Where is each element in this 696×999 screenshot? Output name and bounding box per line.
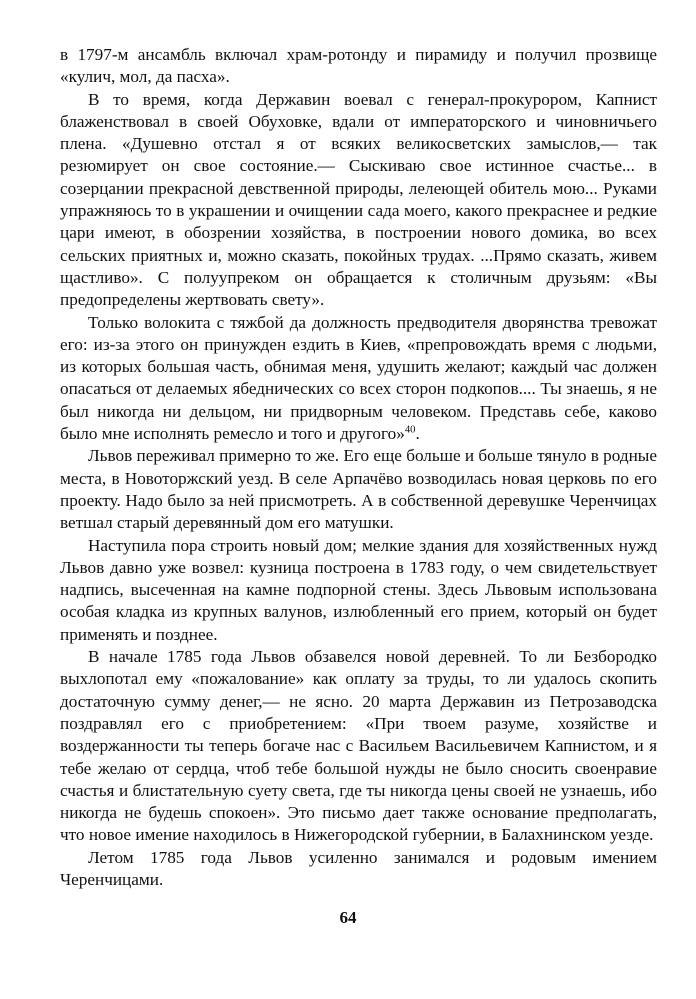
paragraph: Летом 1785 года Львов усиленно занимался и родовым имением Черенчицами. [60, 847, 657, 889]
page-number: 64 [339, 908, 357, 927]
paragraph: Только волокита с тяжбой да должность предводителя дворянства тревожат его: из-за этого он принужден ездить в Киев, «препровождать время с людьми, из которых большая часть, обнимая меня, удушить желают; каждый час должен опасаться от делаемых ябеднических со всех сторон подкопов.... Ты знаешь, я не был никогда ни дельцом, ни придворным человеком. Представь себе, каково было мне исполнять ремесло и того и другого»$^{40}$. [60, 312, 657, 444]
paragraph: в 1797-м ансамбль включал храм-ротонду и пирамиду и получил прозвище «кулич, мол, да пасха». [60, 45, 657, 87]
paragraph: В то время, когда Державин воевал с генерал-прокурором, Капнист блаженствовал в своей Обуховке, вдали от императорского и чиновничьего плена. «Душевно отстал я от всяких великосветских замыслов,— так резюмирует он свое состояние.— Сыскиваю свое истинное счастье... в созерцании прекрасной девственной природы, лелеющей обитель мою... Руками упражняюсь то в украшении и очищении сада моего, какого прекраснее и редкие цари имеют, в обозрении хозяйства, в построении нового домика, во всех сельских приятных и, можно сказать, покойных трудах. ...Прямо сказать, живем щастливо». С полуупреком он обращается к столичным друзьям: «Вы предопределены жертвовать свету». [60, 89, 657, 310]
paragraph: В начале 1785 года Львов обзавелся новой деревней. То ли Безбородко выхлопотал ему «пожалование» как оплату за труды, то ли удалось скопить достаточную сумму денег,— не ясно. 20 марта Державин из Петрозаводска поздравлял его с приобретением: «При твоем разуме, хозяйстве и воздержанности ты теперь богаче нас с Васильем Васильевичем Капнистом, и я тебе желаю от сердца, чтоб тебе большой нужды не было сносить своенравие счастья и блистательную суету света, где ты никогда цены своей не узнаешь, ибо никогда не будешь спокоен». Это письмо дает также основание предполагать, что новое имение находилось в Нижегородской губернии, в Балахнинском уезде. [60, 647, 657, 845]
paragraph: Наступила пора строить новый дом; мелкие здания для хозяйственных нужд Львов давно уже возвел: кузница построена в 1783 году, о чем свидетельствует надпись, высеченная на камне подпорной стены. Здесь Львовым использована особая кладка из крупных валунов, излюбленный его прием, который он будет применять и позднее. [60, 535, 657, 644]
paragraph: Львов переживал примерно то же. Его еще больше и больше тянуло в родные места, в Новоторжский уезд. В селе Арпачёво возводилась новая церковь по его проекту. Надо было за ней присмотреть. А в собственной деревушке Черенчицах ветшал старый деревянный дом его матушки. [60, 446, 657, 533]
page-body [60, 44, 657, 891]
footnote-reference[interactable]: 40 [404, 424, 416, 436]
paragraph-text: Только волокита с тяжбой да должность предводителя дворянства тревожат его: из-за этого он принужден ездить в Киев, «препровождать время с людьми, из которых большая часть, обнимая меня, удушить желают; каждый час должен опасаться от делаемых ябеднических со всех сторон подкопов.... Ты знаешь, я не был никогда ни дельцом, ни придворным человеком. Представь себе, каково было мне исполнять ремесло и того и другого» [60, 312, 657, 444]
